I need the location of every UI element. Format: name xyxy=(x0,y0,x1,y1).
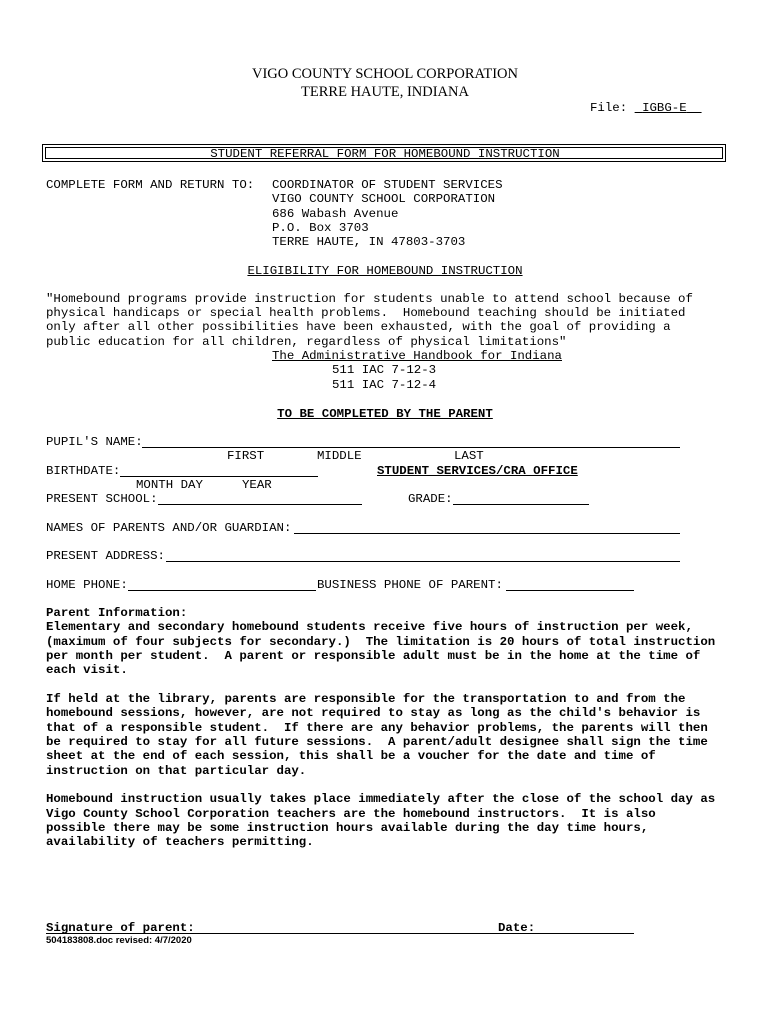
parent-info-line: sheet at the end of each session, this shall be a voucher for the date and time of xyxy=(46,749,656,763)
present-school-field[interactable] xyxy=(158,504,362,505)
parent-info-line: Vigo County School Corporation teachers are the homebound instructors. It is also xyxy=(46,807,656,821)
date-part-month-day: MONTH DAY xyxy=(136,478,203,492)
pupil-name-label: PUPIL'S NAME: xyxy=(46,435,143,449)
birthdate-field[interactable] xyxy=(120,476,318,477)
home-phone-field[interactable] xyxy=(128,590,316,591)
parents-label: NAMES OF PARENTS AND/OR GUARDIAN: xyxy=(46,521,292,535)
date-label: Date: xyxy=(498,921,536,935)
birthdate-label: BIRTHDATE: xyxy=(46,464,121,478)
parent-info-line: per month per student. A parent or responsible adult must be in the home at the time of xyxy=(46,649,701,663)
name-part-middle: MIDDLE xyxy=(317,449,362,463)
business-phone-label: BUSINESS PHONE OF PARENT: xyxy=(317,578,503,592)
org-name: VIGO COUNTY SCHOOL CORPORATION xyxy=(252,66,518,82)
grade-label: GRADE: xyxy=(408,492,453,506)
eligibility-quote-line: physical handicaps or special health problems. Homebound teaching should be initiated xyxy=(46,306,686,320)
city-name: TERRE HAUTE, INDIANA xyxy=(301,84,469,100)
return-to-line: TERRE HAUTE, IN 47803-3703 xyxy=(272,235,466,249)
eligibility-quote-line: only after all other possibilities have been exhausted, with the goal of providing a xyxy=(46,320,671,334)
business-phone-field[interactable] xyxy=(506,590,634,591)
doc-revision: 504183808.doc revised: 4/7/2020 xyxy=(46,935,192,946)
return-to-line: 686 Wabash Avenue xyxy=(272,207,399,221)
name-part-last: LAST xyxy=(454,449,484,463)
parent-info-line: instruction on that particular day. xyxy=(46,764,307,778)
parent-info-line: Homebound instruction usually takes place immediately after the close of the school day as xyxy=(46,792,716,806)
pupil-name-field[interactable] xyxy=(142,447,680,448)
parent-info-line: (maximum of four subjects for secondary.) The limitation is 20 hours of total instruction xyxy=(46,635,716,649)
name-part-first: FIRST xyxy=(227,449,265,463)
parent-info-line: homebound sessions, however, are not required to stay as long as the child's behavior is xyxy=(46,706,701,720)
parent-info-line: availability of teachers permitting. xyxy=(46,835,314,849)
office-label: STUDENT SERVICES/CRA OFFICE xyxy=(377,464,578,478)
eligibility-quote-line: public education for all children, regardless of physical limitations" xyxy=(46,335,567,349)
form-title: STUDENT REFERRAL FORM FOR HOMEBOUND INSTRUCTION xyxy=(210,147,560,161)
parent-info-line: be required to stay for all future sessions. A parent/adult designee shall sign the time xyxy=(46,735,708,749)
date-part-year: YEAR xyxy=(242,478,272,492)
return-to-line: COORDINATOR OF STUDENT SERVICES xyxy=(272,178,503,192)
parent-info-line: each visit. xyxy=(46,663,128,677)
file-reference xyxy=(590,101,702,115)
eligibility-ref: 511 IAC 7-12-3 xyxy=(332,363,437,377)
eligibility-ref: 511 IAC 7-12-4 xyxy=(332,378,437,392)
eligibility-source: The Administrative Handbook for Indiana xyxy=(272,349,562,363)
parent-info-line: that of a responsible student. If there are any behavior problems, the parents will then xyxy=(46,721,708,735)
parent-section-heading: TO BE COMPLETED BY THE PARENT xyxy=(277,407,493,421)
return-to-label: COMPLETE FORM AND RETURN TO: xyxy=(46,178,255,192)
eligibility-heading: ELIGIBILITY FOR HOMEBOUND INSTRUCTION xyxy=(247,264,523,278)
parent-info-line: If held at the library, parents are responsible for the transportation to and from the xyxy=(46,692,686,706)
parent-info-heading: Parent Information: xyxy=(46,606,188,620)
home-phone-label: HOME PHONE: xyxy=(46,578,128,592)
return-to-line: VIGO COUNTY SCHOOL CORPORATION xyxy=(272,192,496,206)
eligibility-quote-line: "Homebound programs provide instruction for students unable to attend school because of xyxy=(46,292,693,306)
address-label: PRESENT ADDRESS: xyxy=(46,549,165,563)
address-field[interactable] xyxy=(166,561,680,562)
signature-field[interactable] xyxy=(46,933,634,934)
return-to-line: P.O. Box 3703 xyxy=(272,221,369,235)
parents-field[interactable] xyxy=(294,533,680,534)
file-label: File: xyxy=(590,101,628,115)
signature-label: Signature of parent: xyxy=(46,921,195,935)
file-value: IGBG-E xyxy=(642,101,687,115)
parent-info-line: possible there may be some instruction hours available during the day time hours, xyxy=(46,821,649,835)
parent-info-line: Elementary and secondary homebound students receive five hours of instruction per week, xyxy=(46,620,693,634)
grade-field[interactable] xyxy=(453,504,589,505)
present-school-label: PRESENT SCHOOL: xyxy=(46,492,158,506)
